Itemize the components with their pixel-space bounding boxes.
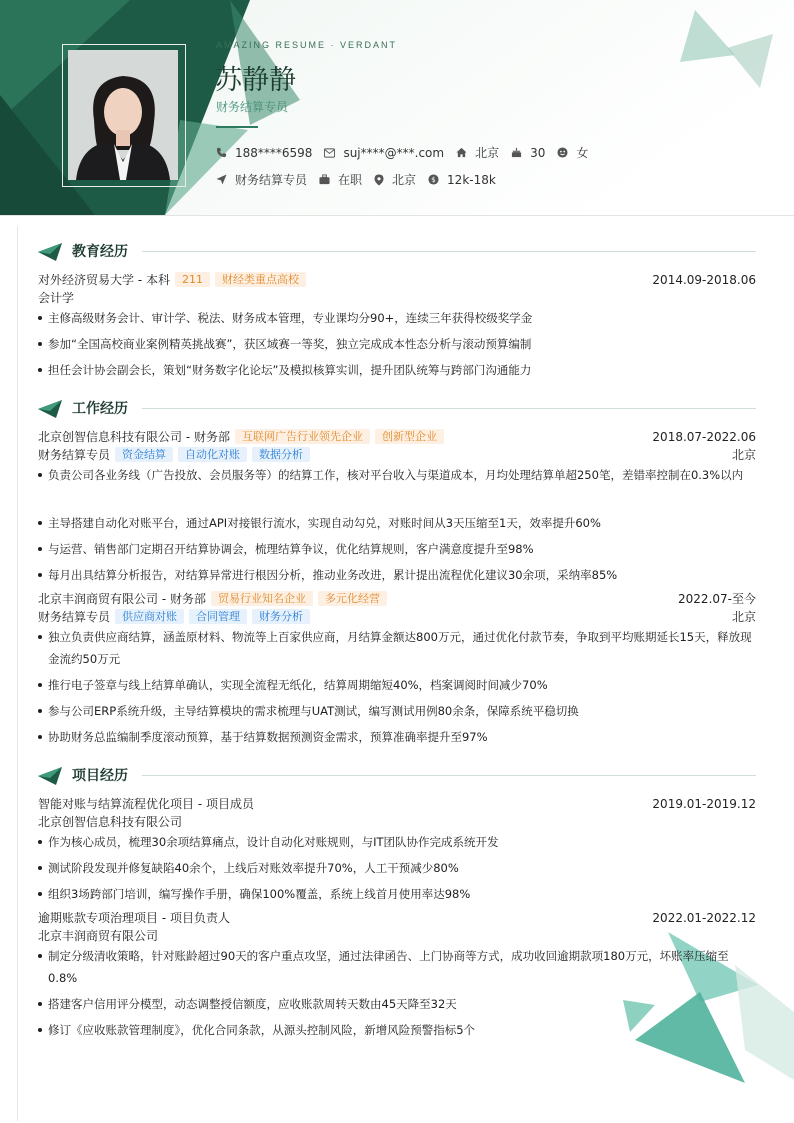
list-item: 每月出具结算分析报告，对结算异常进行根因分析，推动业务改进，累计提出流程优化建议30余项，采纳率85% bbox=[38, 564, 756, 586]
list-item: 协助财务总监编制季度滚动预算，基于结算数据预测资金需求，预算准确率提升至97% bbox=[38, 726, 756, 748]
project-date: 2019.01-2019.12 bbox=[652, 797, 756, 811]
work-city: 北京 bbox=[731, 448, 756, 462]
list-item: 测试阶段发现并修复缺陷40余个，上线后对账效率提升70%，人工干预减少80% bbox=[38, 857, 756, 879]
section-projects bbox=[38, 765, 756, 787]
education-major: 会计学 bbox=[38, 291, 75, 305]
briefcase-icon bbox=[319, 174, 330, 185]
school-tag: 211 bbox=[175, 272, 210, 287]
company-tag: 互联网广告行业领先企业 bbox=[235, 429, 370, 444]
section-divider bbox=[142, 251, 756, 252]
project-name: 逾期账款专项治理项目 - 项目负责人 bbox=[38, 911, 230, 925]
section-arrow-icon bbox=[38, 399, 64, 419]
work-role-row bbox=[38, 446, 756, 464]
title-underline bbox=[216, 126, 258, 128]
work-city: 北京 bbox=[731, 610, 756, 624]
section-arrow-icon bbox=[38, 242, 64, 262]
contact-row-1 bbox=[216, 144, 600, 161]
list-item: 参加“全国高校商业案例精英挑战赛”，获区域赛一等奖，独立完成成本性态分析与滚动预算编制 bbox=[38, 333, 756, 355]
candidate-name: 苏静静 bbox=[215, 65, 296, 96]
section-education bbox=[38, 241, 756, 263]
company-name: 北京创智信息科技有限公司 - 财务部 bbox=[38, 430, 230, 444]
list-item: 独立负责供应商结算，涵盖原材料、物流等上百家供应商，月结算金额达800万元，通过优化付款节奏，争取到平均账期延长15天，释放现金流约50万元 bbox=[38, 626, 756, 670]
list-item: 修订《应收账款管理制度》，优化合同条款，从源头控制风险，新增风险预警指标5个 bbox=[38, 1019, 756, 1041]
project-org: 北京创智信息科技有限公司 bbox=[38, 815, 183, 829]
section-work bbox=[38, 398, 756, 420]
work-date: 2018.07-2022.06 bbox=[652, 430, 756, 444]
resume-brand-text: AMAZING RESUME · VERDANT bbox=[216, 40, 398, 50]
target-city-text: 北京 bbox=[392, 173, 417, 187]
phone-text: 188****6598 bbox=[235, 145, 313, 160]
status-item bbox=[319, 171, 362, 188]
cake-icon bbox=[511, 147, 522, 158]
skill-tag: 资金结算 bbox=[115, 447, 173, 462]
education-date: 2014.09-2018.06 bbox=[652, 273, 756, 287]
section-arrow-icon bbox=[38, 766, 64, 786]
company-tag: 多元化经营 bbox=[318, 591, 387, 606]
list-item: 搭建客户信用评分模型，动态调整授信额度，应收账款周转天数由45天降至32天 bbox=[38, 993, 756, 1015]
target-city-item bbox=[374, 171, 416, 188]
target-role-text: 财务结算专员 bbox=[235, 173, 308, 187]
avatar bbox=[68, 50, 178, 180]
company-name: 北京丰润商贸有限公司 - 财务部 bbox=[38, 592, 206, 606]
school-tag: 财经类重点高校 bbox=[215, 272, 306, 287]
location-icon bbox=[374, 174, 384, 186]
section-title: 工作经历 bbox=[72, 401, 128, 417]
target-role-item bbox=[216, 171, 307, 188]
section-divider bbox=[142, 408, 756, 409]
skill-tag: 供应商对账 bbox=[115, 609, 184, 624]
home-city-item bbox=[456, 144, 499, 161]
project-date: 2022.01-2022.12 bbox=[652, 911, 756, 925]
gender-item bbox=[557, 144, 588, 161]
list-item: 作为核心成员，梳理30余项结算痛点，设计自动化对账规则，与IT团队协作完成系统开发 bbox=[38, 831, 756, 853]
role-name: 财务结算专员 bbox=[38, 448, 111, 462]
project-name: 智能对账与结算流程优化项目 - 项目成员 bbox=[38, 797, 254, 811]
phone-item bbox=[216, 146, 312, 160]
project-entry-header bbox=[38, 909, 756, 927]
send-icon bbox=[216, 174, 227, 185]
section-title: 教育经历 bbox=[72, 244, 128, 260]
svg-text:$: $ bbox=[431, 175, 436, 185]
skill-tag: 合同管理 bbox=[189, 609, 247, 624]
skill-tag: 自动化对账 bbox=[178, 447, 247, 462]
skill-tag: 财务分析 bbox=[252, 609, 310, 624]
list-item: 与运营、销售部门定期召开结算协调会，梳理结算争议，优化结算规则，客户满意度提升至98% bbox=[38, 538, 756, 560]
money-icon bbox=[428, 174, 439, 185]
email-text: suj****@***.com bbox=[343, 145, 445, 160]
header-divider bbox=[0, 215, 794, 216]
contact-row-2 bbox=[216, 171, 508, 188]
mail-icon bbox=[324, 148, 335, 158]
salary-text: 12k-18k bbox=[447, 172, 496, 187]
candidate-title: 财务结算专员 bbox=[216, 100, 289, 114]
email-item bbox=[324, 146, 444, 160]
work-date: 2022.07-至今 bbox=[678, 592, 756, 606]
gender-text: 女 bbox=[576, 146, 589, 160]
list-item: 推行电子签章与线上结算单确认，实现全流程无纸化，结算周期缩短40%，档案调阅时间减少70% bbox=[38, 674, 756, 696]
list-item: 制定分级清收策略，针对账龄超过90天的客户重点攻坚，通过法律函告、上门协商等方式，成功收回逾期款项180万元，坏账率压缩至0.8% bbox=[38, 945, 756, 989]
salary-item bbox=[428, 173, 496, 187]
list-item: 主修高级财务会计、审计学、税法、财务成本管理，专业课均分90+，连续三年获得校级奖学金 bbox=[38, 307, 756, 329]
age-item bbox=[511, 146, 545, 160]
project-entry-header bbox=[38, 795, 756, 813]
list-item: 担任会计协会副会长，策划“财务数字化论坛”及模拟核算实训，提升团队统筹与跨部门沟通能力 bbox=[38, 359, 756, 381]
list-item: 负责公司各业务线（广告投放、会员服务等）的结算工作，核对平台收入与渠道成本，月均处理结算单超250笔，差错率控制在0.3%以内 bbox=[38, 464, 756, 486]
home-city-text: 北京 bbox=[475, 146, 500, 160]
gender-icon bbox=[557, 147, 568, 158]
phone-icon bbox=[216, 147, 227, 158]
status-text: 在职 bbox=[338, 173, 363, 187]
company-tag: 贸易行业知名企业 bbox=[211, 591, 313, 606]
list-item: 组织3场跨部门培训，编写操作手册，确保100%覆盖，系统上线首月使用率达98% bbox=[38, 883, 756, 905]
work-role-row bbox=[38, 608, 756, 626]
education-entry-header bbox=[38, 271, 756, 289]
skill-tag: 数据分析 bbox=[252, 447, 310, 462]
list-item: 参与公司ERP系统升级，主导结算模块的需求梳理与UAT测试，编写测试用例80余条，保障系统平稳切换 bbox=[38, 700, 756, 722]
school-name: 对外经济贸易大学 - 本科 bbox=[38, 273, 170, 287]
list-item: 主导搭建自动化对账平台，通过API对接银行流水，实现自动勾兑，对账时间从3天压缩至1天，效率提升60% bbox=[38, 512, 756, 534]
work-entry-header bbox=[38, 428, 756, 446]
role-name: 财务结算专员 bbox=[38, 610, 111, 624]
project-org: 北京丰润商贸有限公司 bbox=[38, 929, 159, 943]
home-icon bbox=[456, 147, 467, 158]
section-divider bbox=[142, 775, 756, 776]
company-tag: 创新型企业 bbox=[375, 429, 444, 444]
left-accent-line bbox=[17, 226, 18, 1121]
work-entry-header bbox=[38, 590, 756, 608]
section-title: 项目经历 bbox=[72, 768, 128, 784]
age-text: 30 bbox=[530, 145, 546, 160]
